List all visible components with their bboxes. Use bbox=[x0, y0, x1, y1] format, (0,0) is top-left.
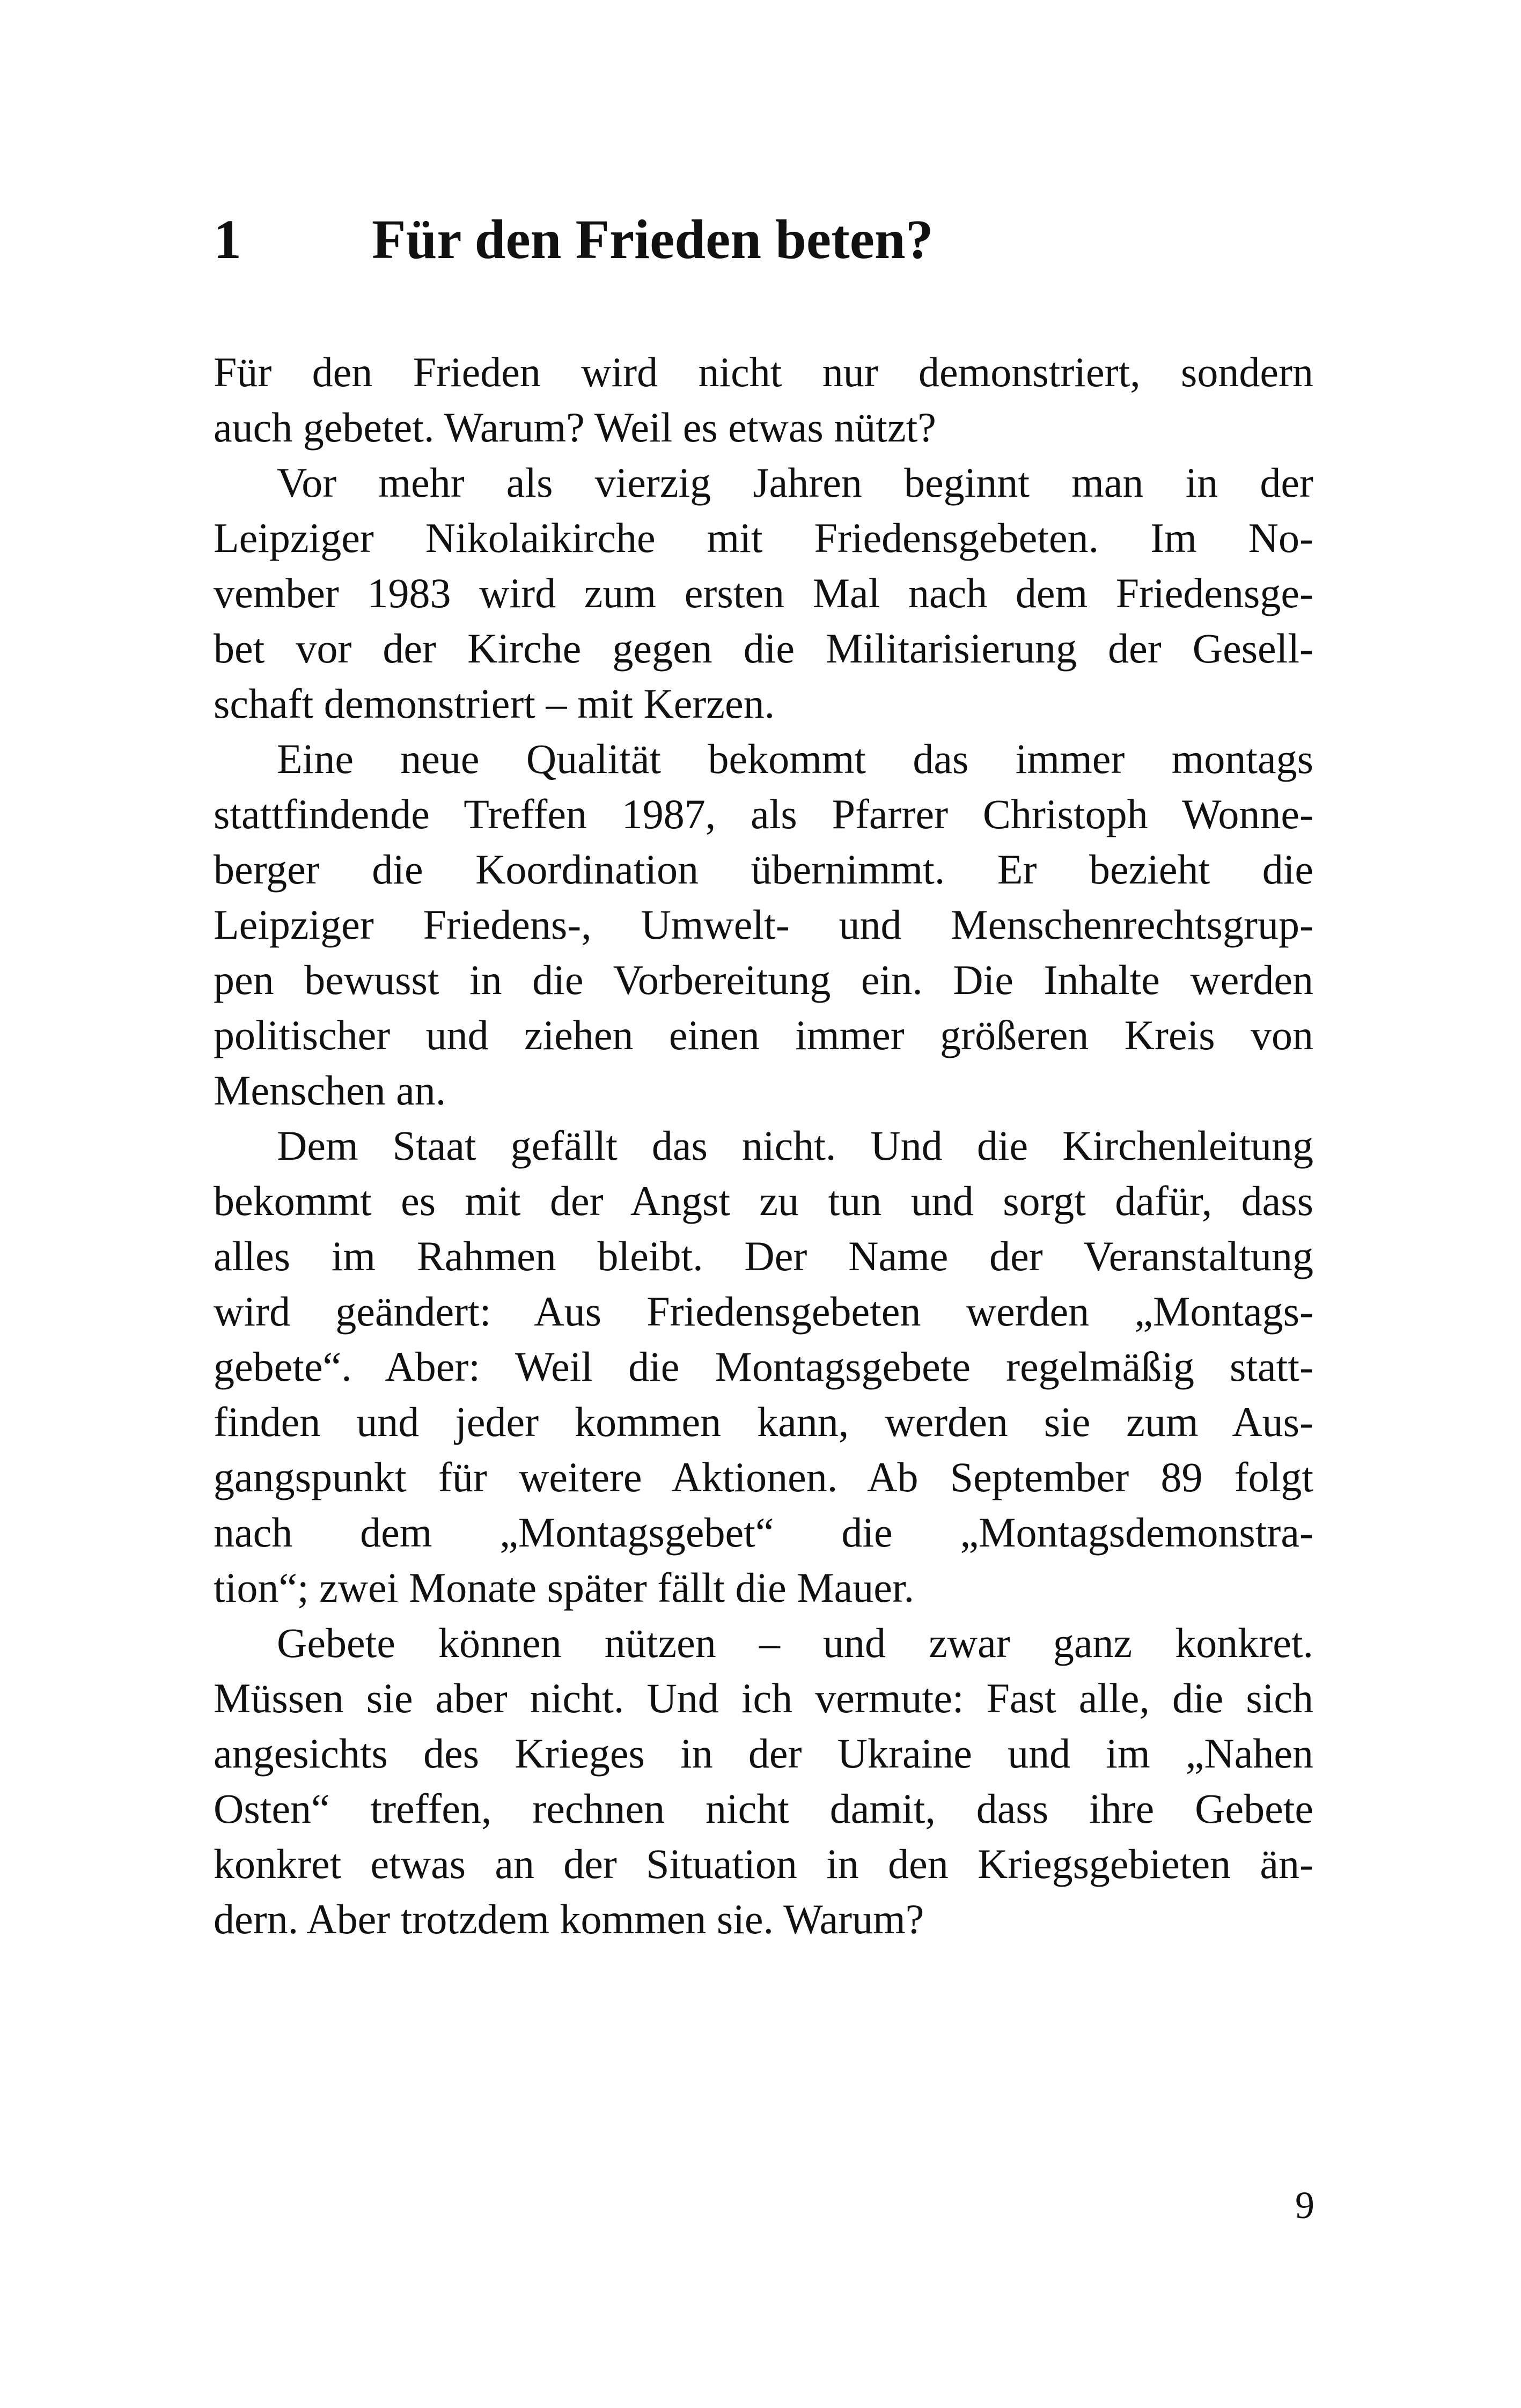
text-line: gebete“. Aber: Weil die Montagsgebete regelmäßig statt- bbox=[214, 1343, 1313, 1390]
text-line: konkret etwas an der Situation in den Kriegsgebieten än- bbox=[214, 1840, 1313, 1887]
text-line: bet vor der Kirche gegen die Militarisierung der Gesell- bbox=[214, 625, 1313, 672]
text-line: nach dem „Montagsgebet“ die „Montagsdemonstra- bbox=[214, 1509, 1313, 1556]
text-line: finden und jeder kommen kann, werden sie zum Aus- bbox=[214, 1398, 1313, 1445]
text-line: tion“; zwei Monate später fällt die Mauer. bbox=[214, 1564, 915, 1611]
text-line: dern. Aber trotzdem kommen sie. Warum? bbox=[214, 1896, 924, 1942]
chapter-number: 1 bbox=[214, 209, 241, 270]
text-line: stattfindende Treffen 1987, als Pfarrer Christoph Wonne- bbox=[214, 791, 1313, 837]
text-line: auch gebetet. Warum? Weil es etwas nützt? bbox=[214, 404, 936, 451]
text-line: Osten“ treffen, rechnen nicht damit, dass ihre Gebete bbox=[214, 1785, 1313, 1832]
text-line: politischer und ziehen einen immer größeren Kreis von bbox=[214, 1012, 1313, 1058]
text-line: angesichts des Krieges in der Ukraine und im „Nahen bbox=[214, 1730, 1313, 1777]
text-line: Eine neue Qualität bekommt das immer montags bbox=[277, 735, 1313, 782]
text-line: Gebete können nützen – und zwar ganz konkret. bbox=[277, 1619, 1313, 1666]
text-line: Menschen an. bbox=[214, 1067, 446, 1114]
text-line: Leipziger Nikolaikirche mit Friedensgebeten. Im No- bbox=[214, 514, 1313, 561]
text-line: schaft demonstriert – mit Kerzen. bbox=[214, 680, 775, 727]
text-line: Vor mehr als vierzig Jahren beginnt man in der bbox=[277, 459, 1313, 506]
text-line: Müssen sie aber nicht. Und ich vermute: Fast alle, die sich bbox=[214, 1675, 1313, 1721]
text-line: bekommt es mit der Angst zu tun und sorgt dafür, dass bbox=[214, 1177, 1313, 1224]
text-line: gangspunkt für weitere Aktionen. Ab September 89 folgt bbox=[214, 1454, 1313, 1500]
chapter-title: Für den Frieden beten? bbox=[372, 209, 934, 270]
page-number: 9 bbox=[1295, 2184, 1314, 2227]
text-line: Dem Staat gefällt das nicht. Und die Kirchenleitung bbox=[277, 1122, 1313, 1169]
text-line: wird geändert: Aus Friedensgebeten werden „Montags- bbox=[214, 1288, 1313, 1335]
text-line: Für den Frieden wird nicht nur demonstriert, sondern bbox=[214, 349, 1313, 395]
text-line: alles im Rahmen bleibt. Der Name der Veranstaltung bbox=[214, 1233, 1313, 1279]
text-line: berger die Koordination übernimmt. Er bezieht die bbox=[214, 846, 1313, 893]
text-line: pen bewusst in die Vorbereitung ein. Die Inhalte werden bbox=[214, 956, 1313, 1003]
text-line: vember 1983 wird zum ersten Mal nach dem Friedensge- bbox=[214, 570, 1313, 616]
text-line: Leipziger Friedens-, Umwelt- und Menschenrechtsgrup- bbox=[214, 901, 1313, 948]
